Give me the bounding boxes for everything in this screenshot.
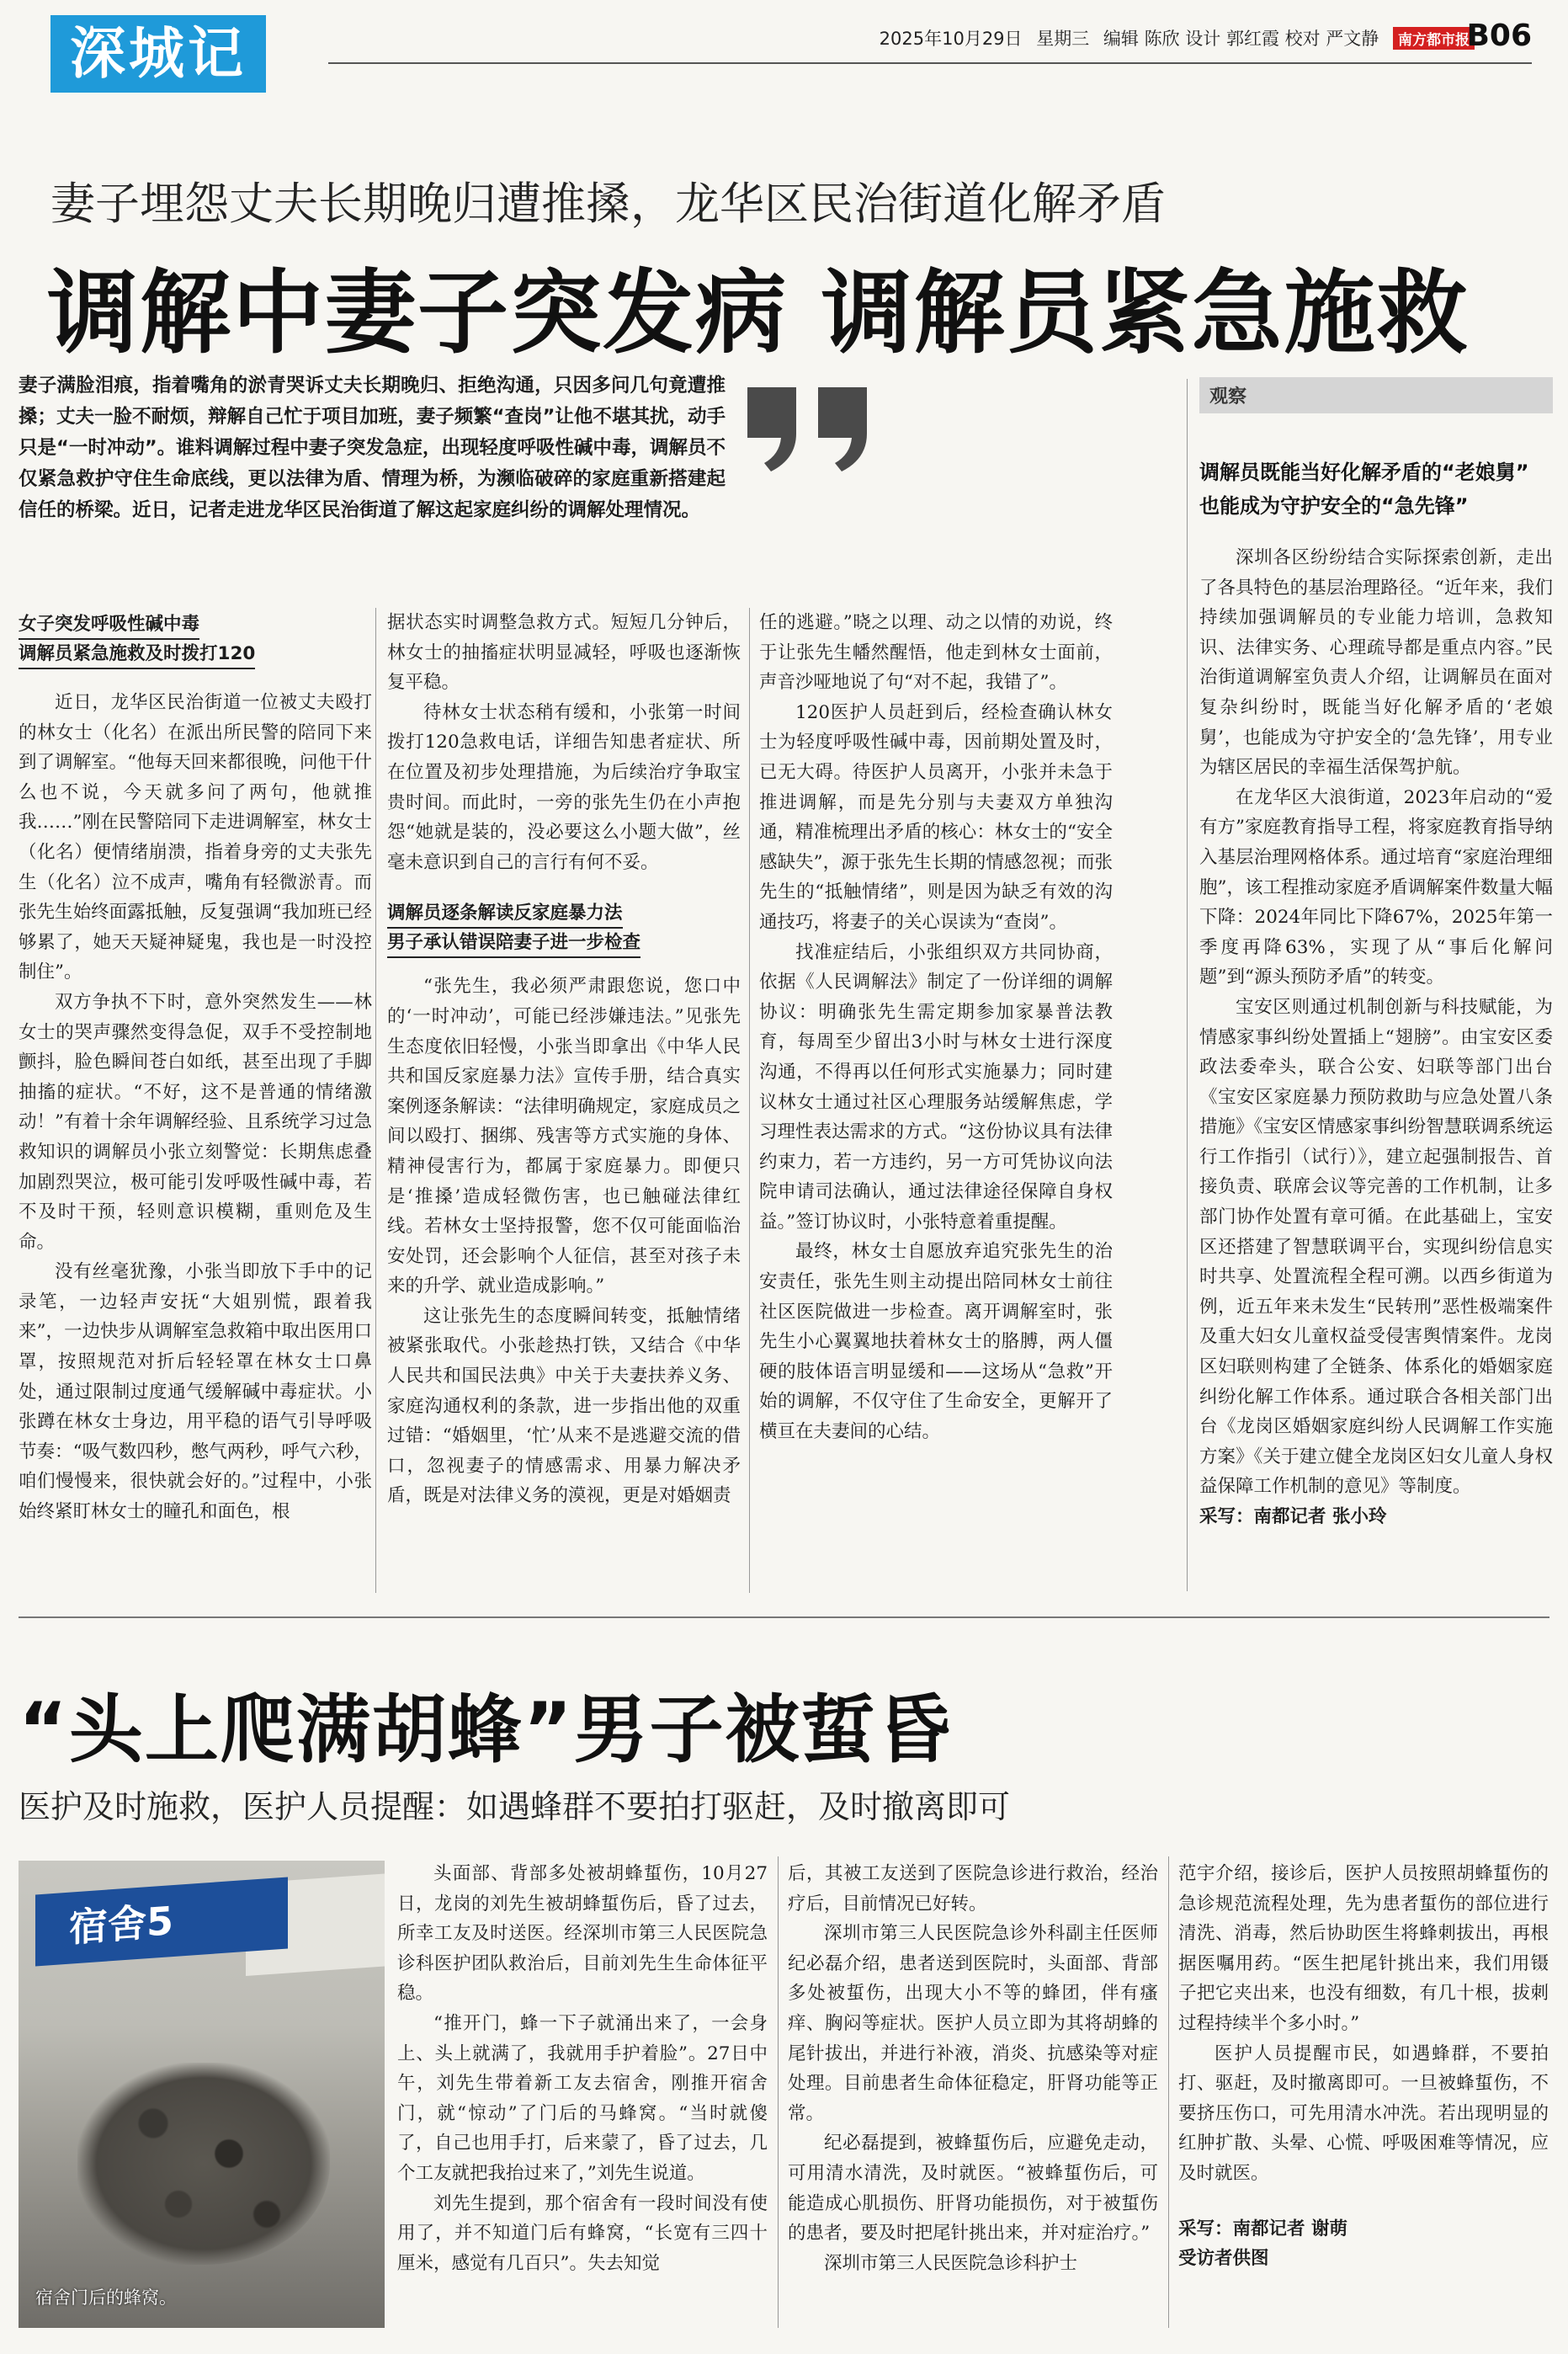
editor-credits: 编辑 陈欣 设计 郭红霞 校对 严文静 bbox=[1103, 29, 1379, 49]
column-divider bbox=[778, 1856, 779, 2328]
photo-credit: 受访者供图 bbox=[1178, 2248, 1269, 2270]
page-number: B06 bbox=[1466, 19, 1532, 53]
quote-mark-icon bbox=[741, 383, 875, 476]
photo-caption: 宿舍门后的蜂窝。 bbox=[35, 2287, 177, 2308]
paragraph: “张先生，我必须严肃跟您说，您口中的‘一时冲动’，可能已经涉嫌违法。”见张先生态度依旧轻慢，小张当即拿出《中华人民共和国反家庭暴力法》宣传手册，结合真实案例逐条解读：“法律明确规定，家庭成员之间以殴打、捆绑、残害等方式实施的身体、精神侵害行为，都属于家庭暴力。即便只是‘推搡’造成轻微伤害，也已触碰法律红线。若林女士坚持报警，您不仅可能面临治安处罚，还会影响个人征信，甚至对孩子未来的升学、就业造成影响。” bbox=[387, 976, 741, 1297]
dorm-sign: 宿舍5 bbox=[35, 1877, 288, 1967]
issue-date: 2025年10月29日 bbox=[879, 29, 1023, 49]
paragraph: 后，其被工友送到了医院急诊进行救治，经治疗后，目前情况已好转。 bbox=[788, 1863, 1158, 1915]
story1-headline: 调解中妻子突发病 调解员紧急施救 bbox=[47, 261, 1470, 366]
story1-kicker: 妻子埋怨丈夫长期晚归遭推搡，龙华区民治街道化解矛盾 bbox=[50, 178, 1166, 230]
column-divider bbox=[1187, 379, 1188, 1591]
masthead bbox=[50, 15, 1532, 95]
masthead-info bbox=[871, 25, 1475, 51]
paragraph: 深圳市第三人民医院急诊科护士 bbox=[824, 2252, 1078, 2274]
observation-body bbox=[1199, 543, 1553, 1532]
story2-column-2 bbox=[788, 1859, 1158, 2278]
paragraph: 找准症结后，小张组织双方共同协商，依据《人民调解法》制定了一份详细的调解协议：明确张先生需定期参加家暴普法教育，每周至少留出3小时与林女士进行深度沟通，不得再以任何形式实施暴力；同时建议林女士通过社区心理服务站缓解焦虑，学习理性表达需求的方式。“这份协议具有法律约束力，若一方违约，另一方可凭协议向法院申请司法确认，通过法律途径保障自身权益。”签订协议时，小张特意着重提醒。 bbox=[759, 941, 1113, 1233]
paragraph: 120医护人员赶到后，经检查确认林女士为轻度呼吸性碱中毒，因前期处置及时，已无大碍。待医护人员离开，小张并未急于推进调解，而是先分别与夫妻双方单独沟通，精准梳理出矛盾的核心：林女士的“安全感缺失”，源于张先生长期的情感忽视；而张先生的“抵触情绪”，则是因为缺乏有效的沟通技巧，将妻子的关心误读为“查岗”。 bbox=[759, 701, 1113, 933]
story1-column-1 bbox=[19, 610, 372, 1527]
paragraph: 宝安区则通过机制创新与科技赋能，为情感家事纠纷处置插上“翅膀”。由宝安区委政法委牵头，联合公安、妇联等部门出台《宝安区家庭暴力预防救助与应急处置八条措施》《宝安区情感家事纠纷智慧联调系统运行工作指引（试行）》，建立起强制报告、首接负责、联席会议等完善的工作机制，让多部门协作处置有章可循。在此基础上，宝安区还搭建了智慧联调平台，实现纠纷信息实时共享、处置流程全程可溯。以西乡街道为例，近五年来未发生“民转刑”恶性极端案件及重大妇女儿童权益受侵害舆情案件。龙岗区妇联则构建了全链条、体系化的婚姻家庭纠纷化解工作体系。通过联合各相关部门出台《龙岗区婚姻家庭纠纷人民调解工作实施方案》《关于建立健全龙岗区妇女儿童人身权益保障工作机制的意见》等制度。 bbox=[1199, 996, 1553, 1498]
paragraph: 任的逃避。”晓之以理、动之以情的劝说，终于让张先生幡然醒悟，他走到林女士面前，声音沙哑地说了句“对不起，我错了”。 bbox=[759, 612, 1113, 694]
paragraph: 双方争执不下时，意外突然发生——林女士的哭声骤然变得急促，双手不受控制地颤抖，脸色瞬间苍白如纸，甚至出现了手脚抽搐的症状。“不好，这不是普通的情绪激动！”有着十余年调解经验、且系统学习过急救知识的调解员小张立刻警觉：长期焦虑叠加剧烈哭泣，极可能引发呼吸性碱中毒，若不及时干预，轻则意识模糊，重则危及生命。 bbox=[19, 991, 372, 1253]
observation-title: 调解员既能当好化解矛盾的“老娘舅” 也能成为守护安全的“急先锋” bbox=[1199, 461, 1529, 518]
issue-weekday: 星期三 bbox=[1036, 29, 1090, 49]
story2-headline: “头上爬满胡蜂”男子被蜇昏 bbox=[19, 1686, 953, 1773]
paragraph: 刘先生提到，那个宿舍有一段时间没有使用了，并不知道门后有蜂窝，“长宽有三四十厘米，感觉有几百只”。失去知觉 bbox=[397, 2192, 768, 2274]
paragraph: 据状态实时调整急救方式。短短几分钟后，林女士的抽搐症状明显减轻，呼吸也逐渐恢复平稳。 bbox=[387, 612, 741, 694]
story2-column-1 bbox=[397, 1859, 768, 2278]
story2-byline: 采写：南都记者 谢萌 bbox=[1178, 2218, 1347, 2239]
story1-column-2 bbox=[387, 608, 741, 1511]
column-divider bbox=[749, 608, 750, 1593]
paragraph: 最终，林女士自愿放弃追究张先生的治安责任，张先生则主动提出陪同林女士前往社区医院做进一步检查。离开调解室时，张先生小心翼翼地扶着林女士的胳膊，两人僵硬的肢体语言明显缓和——这场从“急救”开始的调解，不仅守住了生命安全，更解开了横亘在夫妻间的心结。 bbox=[759, 1241, 1113, 1443]
paragraph: 纪必磊提到，被蜂蜇伤后，应避免走动，可用清水清洗，及时就医。“被蜂蜇伤后，可能造成心肌损伤、肝肾功能损伤，对于被蜇伤的患者，要及时把尾针挑出来，并对症治疗。” bbox=[788, 2133, 1158, 2245]
paragraph: 医护人员提醒市民，如遇蜂群，不要拍打、驱赶，及时撤离即可。一旦被蜂蜇伤，不要挤压伤口，可先用清水冲洗。若出现明显的红肿扩散、头晕、心慌、呼吸困难等情况，应及时就医。 bbox=[1178, 2042, 1549, 2184]
hornet-nest bbox=[77, 2063, 330, 2265]
observation-byline: 采写：南都记者 张小玲 bbox=[1199, 1506, 1387, 1527]
story2-column-3 bbox=[1178, 1859, 1549, 2274]
story-separator bbox=[19, 1616, 1549, 1618]
paragraph: 在龙华区大浪街道，2023年启动的“爱有方”家庭教育指导工程，将家庭教育指导纳入基层治理网格体系。通过培育“家庭治理细胞”，该工程推动家庭矛盾调解案件数量大幅下降：2024年同比下降67%，2025年第一季度再降63%，实现了从“事后化解问题”到“源头预防矛盾”的转变。 bbox=[1199, 786, 1553, 988]
story2-kicker: 医护及时施救，医护人员提醒：如遇蜂群不要拍打驱赶，及时撤离即可 bbox=[19, 1788, 1011, 1825]
paragraph: 范宇介绍，接诊后，医护人员按照胡蜂蜇伤的急诊规范流程处理，先为患者蜇伤的部位进行清洗、消毒，然后协助医生将蜂刺拔出，再根据医嘱用药。“医生把尾针挑出来，我们用镊子把它夹出来，也没有细数，有几十根，拔刺过程持续半个多小时。” bbox=[1178, 1863, 1549, 2034]
hive-photo bbox=[19, 1861, 385, 2328]
story1-column-3 bbox=[759, 608, 1113, 1447]
masthead-rule bbox=[328, 62, 1532, 64]
column-divider bbox=[375, 608, 376, 1593]
paper-logo: 南方都市报 bbox=[1393, 27, 1475, 50]
section-badge: 深城记 bbox=[50, 15, 266, 93]
paragraph: 待林女士状态稍有缓和，小张第一时间拨打120急救电话，详细告知患者症状、所在位置及初步处理措施，为后续治疗争取宝贵时间。而此时，一旁的张先生仍在小声抱怨“她就是装的，没必要这么小题大做”，丝毫未意识到自己的言行有何不妥。 bbox=[387, 701, 741, 873]
paragraph: 深圳各区纷纷结合实际探索创新，走出了各具特色的基层治理路径。“近年来，我们持续加强调解员的专业能力培训，急救知识、法律实务、心理疏导都是重点内容。”民治街道调解室负责人介绍，让调解员在面对复杂纠纷时，既能当好化解矛盾的‘老娘舅’，也能成为守护安全的‘急先锋’，用专业为辖区居民的幸福生活保驾护航。 bbox=[1199, 547, 1553, 779]
paragraph: 深圳市第三人民医院急诊外科副主任医师纪必磊介绍，患者送到医院时，头面部、背部多处被蜇伤，出现大小不等的蜂团，伴有瘙痒、胸闷等症状。医护人员立即为其将胡蜂的尾针拔出，并进行补液，消炎、抗感染等对症处理。目前患者生命体征稳定，肝肾功能等正常。 bbox=[788, 1923, 1158, 2124]
paragraph: 这让张先生的态度瞬间转变，抵触情绪被紧张取代。小张趁热打铁，又结合《中华人民共和国民法典》中关于夫妻扶养义务、家庭沟通权利的条款，进一步指出他的双重过错：“婚姻里，‘忙’从来不是逃避交流的借口，忽视妻子的情感需求、用暴力解决矛盾，既是对法律义务的漠视，更是对婚姻责 bbox=[387, 1305, 741, 1507]
observation-sidebar bbox=[1199, 377, 1553, 1532]
paragraph: “推开门，蜂一下子就涌出来了，一会身上、头上就满了，我就用手护着脸”。27日中午，刘先生带着新工友去宿舍，刚推开宿舍门，就“惊动”了门后的马蜂窝。“当时就傻了，自己也用手打，后来蒙了，昏了过去，几个工友就把我抬过来了，”刘先生说道。 bbox=[397, 2012, 768, 2184]
observation-label: 观察 bbox=[1199, 377, 1553, 413]
story1-subhead-2: 调解员逐条解读反家庭暴力法 男子承认错误陪妻子进一步检查 bbox=[387, 899, 741, 958]
paragraph: 没有丝毫犹豫，小张当即放下手中的记录笔，一边轻声安抚“大姐别慌，跟着我来”，一边快步从调解室急救箱中取出医用口罩，按照规范对折后轻轻罩在林女士口鼻处，通过限制过度通气缓解碱中毒症状。小张蹲在林女士身边，用平稳的语气引导呼吸节奏：“吸气数四秒，憋气两秒，呼气六秒，咱们慢慢来，很快就会好的。”过程中，小张始终紧盯林女士的瞳孔和面色，根 bbox=[19, 1261, 372, 1523]
paragraph: 头面部、背部多处被胡蜂蜇伤，10月27日，龙岗的刘先生被胡蜂蜇伤后，昏了过去，所幸工友及时送医。经深圳市第三人民医院急诊科医护团队救治后，目前刘先生生命体征平稳。 bbox=[397, 1863, 768, 2005]
column-divider bbox=[1168, 1856, 1169, 2328]
story1-subhead-1: 女子突发呼吸性碱中毒 调解员紧急施救及时拨打120 bbox=[19, 610, 372, 669]
paragraph: 近日，龙华区民治街道一位被丈夫殴打的林女士（化名）在派出所民警的陪同下来到了调解室。“他每天回来都很晚，问他干什么也不说，今天就多问了两句，他就推我……”刚在民警陪同下走进调解室，林女士（化名）便情绪崩溃，指着身旁的丈夫张先生（化名）泣不成声，嘴角有轻微淤青。而张先生始终面露抵触，反复强调“我加班已经够累了，她天天疑神疑鬼，我也是一时没控制住”。 bbox=[19, 692, 372, 983]
story1-lead: 妻子满脸泪痕，指着嘴角的淤青哭诉丈夫长期晚归、拒绝沟通，只因多问几句竟遭推搡；丈夫一脸不耐烦，辩解自己忙于项目加班，妻子频繁“查岗”让他不堪其扰，动手只是“一时冲动”。谁料调解过程中妻子突发急症，出现轻度呼吸性碱中毒，调解员不仅紧急救护守住生命底线，更以法律为盾、情理为桥，为濒临破碎的家庭重新搭建起信任的桥梁。近日，记者走进龙华区民治街道了解这起家庭纠纷的调解处理情况。 bbox=[19, 375, 726, 521]
